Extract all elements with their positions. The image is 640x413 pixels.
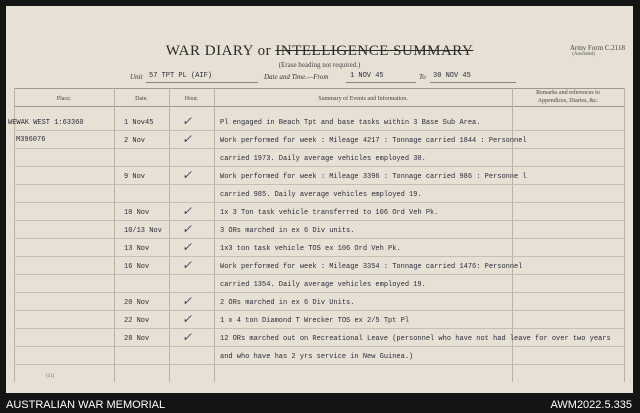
- col-header-hour: Hour.: [184, 96, 199, 102]
- army-form-sub: (Amended): [572, 52, 595, 57]
- row-rule: [14, 238, 624, 239]
- title-war-diary: WAR DIARY or: [165, 43, 272, 59]
- row-summary: carried 985. Daily average vehicles employed 19.: [220, 191, 422, 199]
- page-number: (11): [46, 374, 55, 379]
- date-time-label: Date and Time.—From: [264, 73, 329, 81]
- row-summary: and who have has 2 yrs service in New Guinea.): [220, 353, 414, 361]
- row-rule: [14, 292, 624, 293]
- row-rule: [14, 184, 624, 185]
- date-to-underline: [430, 82, 516, 83]
- col-header-remarks-line1: Remarks and references to: [536, 90, 600, 96]
- row-date: 16 Nov: [124, 263, 150, 271]
- col-divider-place: [114, 88, 115, 382]
- hour-initials-mark: ✓: [182, 240, 193, 254]
- row-rule: [14, 202, 624, 203]
- row-summary: 1x3 ton task vehicle TOS ex 106 Ord Veh Pk.: [220, 245, 401, 253]
- to-label: To: [419, 73, 426, 81]
- diary-page: [6, 6, 633, 393]
- row-rule: [14, 166, 624, 167]
- hour-initials-mark: ✓: [182, 222, 193, 236]
- row-summary: carried 1354. Daily average vehicles employed 19.: [220, 281, 426, 289]
- row-date: 13 Nov: [124, 245, 150, 253]
- table-right-border: [624, 88, 625, 382]
- table-header-rule: [14, 106, 624, 107]
- row-rule: [14, 148, 624, 149]
- hour-initials-mark: ✓: [182, 132, 193, 146]
- row-date: 28 Nov: [124, 335, 150, 343]
- erase-note: (Erase heading not required.): [278, 61, 361, 69]
- row-date: 10 Nov: [124, 209, 150, 217]
- row-summary: Pl engaged in Beach Tpt and base tasks within 3 Base Sub Area.: [220, 119, 481, 127]
- row-date: 10/13 Nov: [124, 227, 162, 235]
- col-header-place: Place.: [56, 96, 72, 102]
- row-summary: carried 1973. Daily average vehicles employed 30.: [220, 155, 426, 163]
- row-rule: [14, 256, 624, 257]
- row-rule: [14, 130, 624, 131]
- date-from-underline: [346, 82, 416, 83]
- hour-initials-mark: ✓: [182, 312, 193, 326]
- row-rule: [14, 346, 624, 347]
- hour-initials-mark: ✓: [182, 258, 193, 272]
- row-summary: 12 ORs marched out on Recreational Leave (personnel who have not had leave for over two years: [220, 335, 611, 343]
- hour-initials-mark: ✓: [182, 294, 193, 308]
- table-left-border: [14, 88, 15, 382]
- page-title: [6, 43, 633, 60]
- hour-initials-mark: ✓: [182, 168, 193, 182]
- hour-initials-mark: ✓: [182, 330, 193, 344]
- row-summary: 3 ORs marched in ex 6 Div units.: [220, 227, 355, 235]
- row-date: 2 Nov: [124, 137, 146, 145]
- unit-label: Unit: [130, 73, 143, 81]
- row-summary: Work performed for week : Mileage 3354 : Tonnage carried 1476: Personnel: [220, 263, 523, 271]
- unit-underline: [146, 82, 258, 83]
- col-header-summary: Summary of Events and Information.: [318, 96, 408, 102]
- table-top-rule: [14, 88, 624, 89]
- row-summary: Work performed for week : Mileage 3396 : Tonnage carried 986 : Personne l: [220, 173, 527, 181]
- row-date: 9 Nov: [124, 173, 146, 181]
- row-date: 22 Nov: [124, 317, 150, 325]
- date-to: 30 NOV 45: [433, 72, 471, 80]
- col-divider-hour: [214, 88, 215, 382]
- row-date: 20 Nov: [124, 299, 150, 307]
- row-rule: [14, 220, 624, 221]
- row-summary: 1x 3 Ton task vehicle transferred to 106 Ord Veh Pk.: [220, 209, 439, 217]
- army-form-label: Army Form C.2118: [569, 44, 625, 52]
- col-header-remarks-line2: Appendices, Diaries, &c.: [537, 98, 599, 104]
- row-rule: [14, 310, 624, 311]
- row-rule: [14, 364, 624, 365]
- hour-initials-mark: ✓: [182, 114, 193, 128]
- row-date: 1 Nov45: [124, 119, 154, 127]
- footer-institution: AUSTRALIAN WAR MEMORIAL: [6, 399, 166, 411]
- place-entry: WEWAK WEST 1:63360: [8, 119, 84, 127]
- footer-record-id: AWM2022.5.335: [550, 399, 632, 411]
- col-header-date: Date.: [135, 96, 148, 102]
- place-entry: M396076: [16, 136, 46, 144]
- row-rule: [14, 328, 624, 329]
- title-intelligence-summary: INTELLIGENCE SUMMARY: [275, 43, 474, 59]
- col-divider-date: [169, 88, 170, 382]
- hour-initials-mark: ✓: [182, 204, 193, 218]
- row-summary: Work performed for week : Mileage 4217 : Tonnage carried 1844 : Personnel: [220, 137, 527, 145]
- row-rule: [14, 274, 624, 275]
- date-from: 1 NOV 45: [350, 72, 384, 80]
- row-summary: 2 ORs marched in ex 6 Div Units.: [220, 299, 355, 307]
- row-summary: 1 x 4 ton Diamond T Wrecker TOS ex 2/5 Tpt Pl: [220, 317, 410, 325]
- unit-value: 57 TPT PL (AIF): [149, 72, 213, 80]
